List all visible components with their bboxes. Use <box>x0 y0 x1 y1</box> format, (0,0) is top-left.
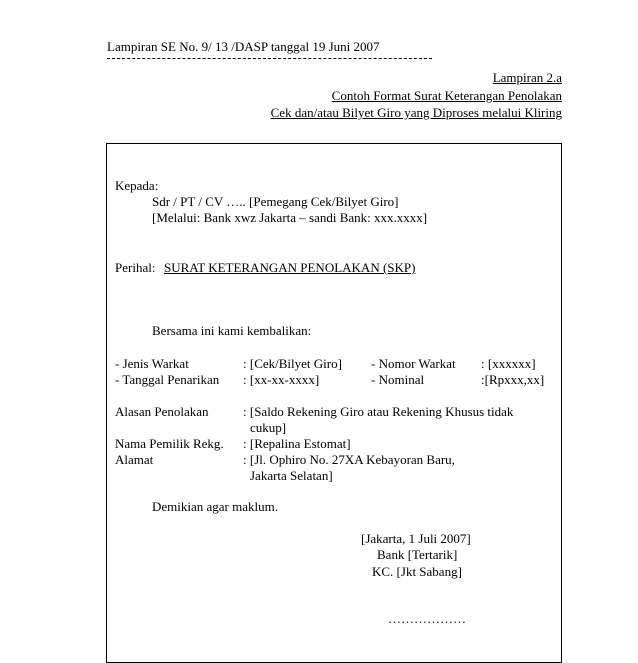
attachment-label: Lampiran 2.a <box>492 70 562 85</box>
alamat-value-1: : [Jl. Ophiro No. 27XA Kebayoran Baru, <box>243 452 455 467</box>
nama-label: Nama Pemilik Rekg. <box>115 436 224 451</box>
dashed-divider <box>107 58 432 59</box>
alasan-value-1: : [Saldo Rekening Giro atau Rekening Khusus tidak <box>243 404 514 419</box>
nomor-label: - Nomor Warkat <box>371 356 456 371</box>
nominal-value: :[Rpxxx,xx] <box>481 372 545 387</box>
alasan-label: Alasan Penolakan <box>115 404 209 419</box>
bank-name: Bank [Tertarik] <box>377 547 458 562</box>
subtitle-line-2: Cek dan/atau Bilyet Giro yang Diproses melalui Kliring <box>270 105 562 120</box>
alasan-value-2: cukup] <box>250 420 287 435</box>
jenis-label: - Jenis Warkat <box>115 356 189 371</box>
tanggal-label: - Tanggal Penarikan <box>115 372 220 387</box>
alamat-value-2: Jakarta Selatan] <box>250 468 333 483</box>
to-line-2: [Melalui: Bank xwz Jakarta – sandi Bank: xxx.xxxx] <box>152 210 428 225</box>
reference-line: Lampiran SE No. 9/ 13 /DASP tanggal 19 Juni 2007 <box>107 39 380 54</box>
nama-value: : [Repalina Estomat] <box>243 436 351 451</box>
closing-text: Demikian agar maklum. <box>152 499 278 514</box>
tanggal-value: : [xx-xx-xxxx] <box>243 372 320 387</box>
opening-text: Bersama ini kami kembalikan: <box>152 323 312 338</box>
to-label: Kepada: <box>115 178 159 193</box>
to-line-1: Sdr / PT / CV ….. [Pemegang Cek/Bilyet Giro] <box>152 194 399 209</box>
subject-label: Perihal: <box>115 260 156 275</box>
alamat-label: Alamat <box>115 452 154 467</box>
place-date: [Jakarta, 1 Juli 2007] <box>361 531 471 546</box>
subtitle-line-1: Contoh Format Surat Keterangan Penolakan <box>331 88 562 103</box>
jenis-value: : [Cek/Bilyet Giro] <box>243 356 342 371</box>
subject-text: SURAT KETERANGAN PENOLAKAN (SKP) <box>164 260 416 275</box>
nominal-label: - Nominal <box>371 372 425 387</box>
signature-dots: ……………… <box>388 611 466 626</box>
nomor-value: : [xxxxxx] <box>481 356 536 371</box>
branch-name: KC. [Jkt Sabang] <box>372 564 462 579</box>
